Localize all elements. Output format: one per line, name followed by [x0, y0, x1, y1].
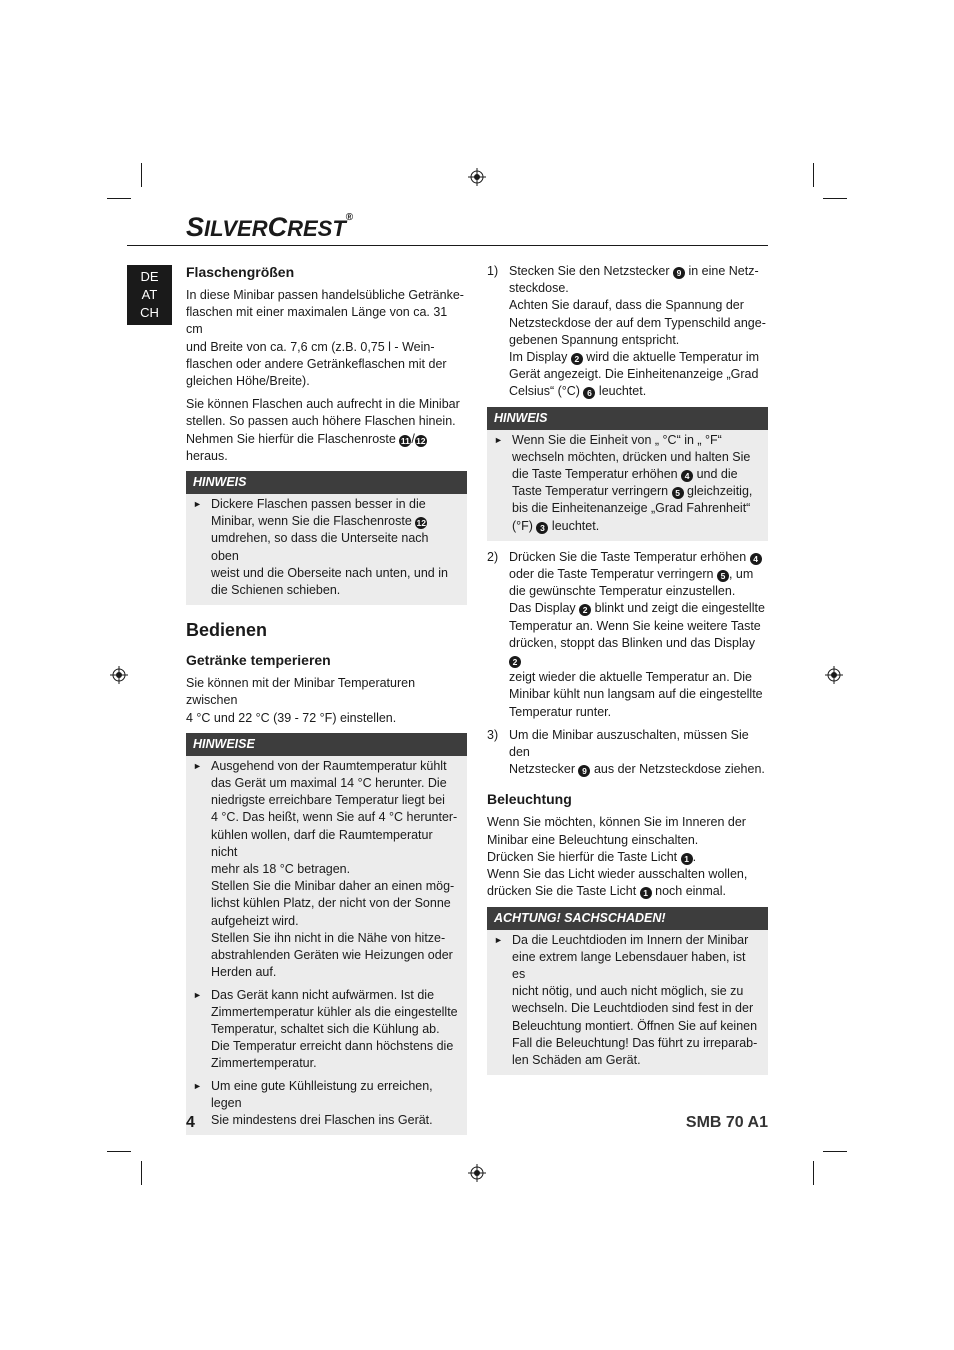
paragraph-bottle-sizes: In diese Minibar passen handelsübliche Getränke- flaschen mit einer maximalen Länge von ca. 31 cm und Breite von ca. 7,6 cm (z.B. 0,75 l - Wein- flaschen oder andere Getränkeflaschen mit der gleichen Höhe/Breite). — [186, 288, 464, 389]
registration-mark-icon — [825, 666, 843, 684]
note-box-title: HINWEIS — [186, 471, 467, 494]
crop-mark — [813, 163, 814, 187]
part-number-badge: 12 — [416, 518, 427, 529]
part-number-badge: 12 — [416, 435, 426, 446]
note-item: ► Dickere Flaschen passen besser in die Minibar, wenn Sie die Flaschenroste 12 umdrehen, so dass die Unterseite nach oben weist und die Oberseite nach unten, und in die Schienen schieben. — [186, 494, 467, 602]
page-number: 4 — [186, 1114, 195, 1131]
notes-box-title: HINWEISE — [186, 733, 467, 756]
step-1: 1) Stecken Sie den Netzstecker 9 in eine Netz- steckdose. Achten Sie darauf, dass die Spannung der Netzsteckdose der auf dem Typenschild ange- gebenen Spannung entspricht. Im Display 2 wird die aktuelle Temperatur im Gerät angezeigt. Die Einheitenanzeige „Grad Celsius“ (°C) 6 leuchtet. — [487, 264, 766, 399]
lang-ch: CH — [140, 305, 159, 320]
crop-mark — [141, 1161, 142, 1185]
arrow-bullet-icon: ► — [193, 760, 202, 771]
arrow-bullet-icon: ► — [193, 989, 202, 1000]
heading-lighting: Beleuchtung — [487, 791, 572, 808]
arrow-bullet-icon: ► — [193, 499, 202, 510]
paragraph-upright: Sie können Flaschen auch aufrecht in die Minibar stellen. So passen auch höhere Flaschen hinein. Nehmen Sie hierfür die Flaschenroste 11 /12 heraus. — [186, 397, 460, 463]
notes-box — [186, 733, 467, 1135]
left-column — [186, 263, 467, 1143]
part-number-badge: 9 — [673, 267, 685, 279]
crop-mark — [107, 198, 131, 199]
part-number-badge: 5 — [717, 570, 729, 582]
part-number-badge: 5 — [672, 487, 684, 499]
note-item: ► Da die Leuchtdioden im Innern der Minibar eine extrem lange Lebensdauer haben, ist es nicht nötig, und auch nicht möglich, sie zu wechseln. Die Leuchtdioden sind fest in der Beleuchtung montiert. Öffnen Sie auf keinen Fall die Beleuchtung! Das führt zu irreparab- len Schäden am Gerät. — [487, 930, 768, 1073]
registration-mark-icon — [110, 666, 128, 684]
part-number-badge: 6 — [583, 387, 595, 399]
step-2: 2) Drücken Sie die Taste Temperatur erhöhen 4 oder die Taste Temperatur verringern 5 , um die gewünschte Temperatur einzustellen. Das Display 2 blinkt und zeigt die eingestellte Temperatur an. Wenn Sie keine weitere Taste drücken, stoppt das Blinken und das Display 2 zeigt wieder die aktuelle Temperatur an. Die Minibar kühlt nun langsam auf die eingestellte Temperatur runter. — [487, 549, 765, 719]
heading-temperature: Getränke temperieren — [186, 652, 331, 669]
note-item: ► Um eine gute Kühlleistung zu erreichen, legen Sie mindestens drei Flaschen ins Gerät. — [186, 1076, 467, 1133]
paragraph-lighting: Wenn Sie möchten, können Sie im Inneren der Minibar eine Beleuchtung einschalten. Drücken Sie hierfür die Taste Licht 1 . Wenn Sie das Licht wieder ausschalten wollen, drücken Sie die Taste Licht 1 noch einmal. — [487, 815, 748, 899]
right-column — [487, 263, 768, 1083]
part-number-badge: 11 — [400, 435, 410, 446]
lang-de: DE — [140, 269, 159, 284]
heading-bottle-sizes: Flaschengrößen — [186, 264, 295, 280]
note-item: ► Wenn Sie die Einheit von „ °C“ in „ °F“ wechseln möchten, drücken und halten Sie die Taste Temperatur erhöhen 4 und die Taste Temperatur verringern 5 gleichzeitig, bis die Einheitenanzeige „Grad Fahrenheit“ (°F) 3 leuchtet. — [487, 430, 768, 538]
note-box — [487, 407, 768, 541]
registration-mark-icon — [468, 1164, 486, 1182]
language-tab — [127, 265, 172, 325]
note-box — [186, 471, 467, 605]
note-item: ► Das Gerät kann nicht aufwärmen. Ist die Zimmertemperatur kühler als die eingestellte Temperatur, schaltet sich die Kühlung ab. Die Temperatur erreicht dann höchstens die Zimmertemperatur. — [186, 985, 467, 1076]
note-item: ► Ausgehend von der Raumtemperatur kühlt das Gerät um maximal 14 °C herunter. Die niedrigste erreichbare Temperatur liegt bei 4 °C. Das heißt, wenn Sie auf 4 °C herunter- kühlen wollen, darf die Raumtemperatur nicht mehr als 18 °C betragen. Stellen Sie die Minibar daher an einen mög- lichst kühlen Platz, der nicht von der Sonne aufgeheizt wird. Stellen Sie ihn nicht in die Nähe von hitze- abstrahlenden Geräten wie Heizungen oder Herden auf. — [186, 756, 467, 985]
registration-mark-icon — [468, 168, 486, 186]
part-number-badge: 3 — [536, 522, 548, 534]
arrow-bullet-icon: ► — [494, 434, 503, 445]
section-title-operate: Bedienen — [186, 620, 268, 641]
part-number-badge: 9 — [578, 765, 590, 777]
note-box-title: HINWEIS — [487, 407, 768, 430]
part-number-badge: 2 — [509, 656, 521, 668]
arrow-bullet-icon: ► — [193, 1080, 202, 1091]
part-number-badge: 4 — [750, 553, 762, 565]
part-number-badge: 4 — [681, 470, 693, 482]
caution-box — [487, 907, 768, 1076]
crop-mark — [813, 1161, 814, 1185]
arrow-bullet-icon: ► — [494, 934, 503, 945]
crop-mark — [823, 1151, 847, 1152]
lang-at: AT — [141, 287, 158, 302]
part-number-badge: 2 — [571, 353, 583, 365]
crop-mark — [107, 1151, 131, 1152]
part-number-badge: 1 — [640, 887, 652, 899]
paragraph-temperature-range: Sie können mit der Minibar Temperaturen zwischen 4 °C und 22 °C (39 - 72 °F) einstellen. — [186, 676, 416, 725]
brand-logo: SILVERCREST® — [186, 212, 354, 242]
crop-mark — [141, 163, 142, 187]
header-rule — [127, 245, 768, 246]
part-number-badge: 1 — [681, 853, 693, 865]
step-3: 3) Um die Minibar auszuschalten, müssen Sie den Netzstecker 9 aus der Netzsteckdose ziehen. — [487, 727, 765, 777]
caution-box-title: ACHTUNG! SACHSCHADEN! — [487, 907, 768, 930]
model-number: SMB 70 A1 — [685, 1114, 768, 1131]
crop-mark — [823, 198, 847, 199]
part-number-badge: 2 — [579, 604, 591, 616]
